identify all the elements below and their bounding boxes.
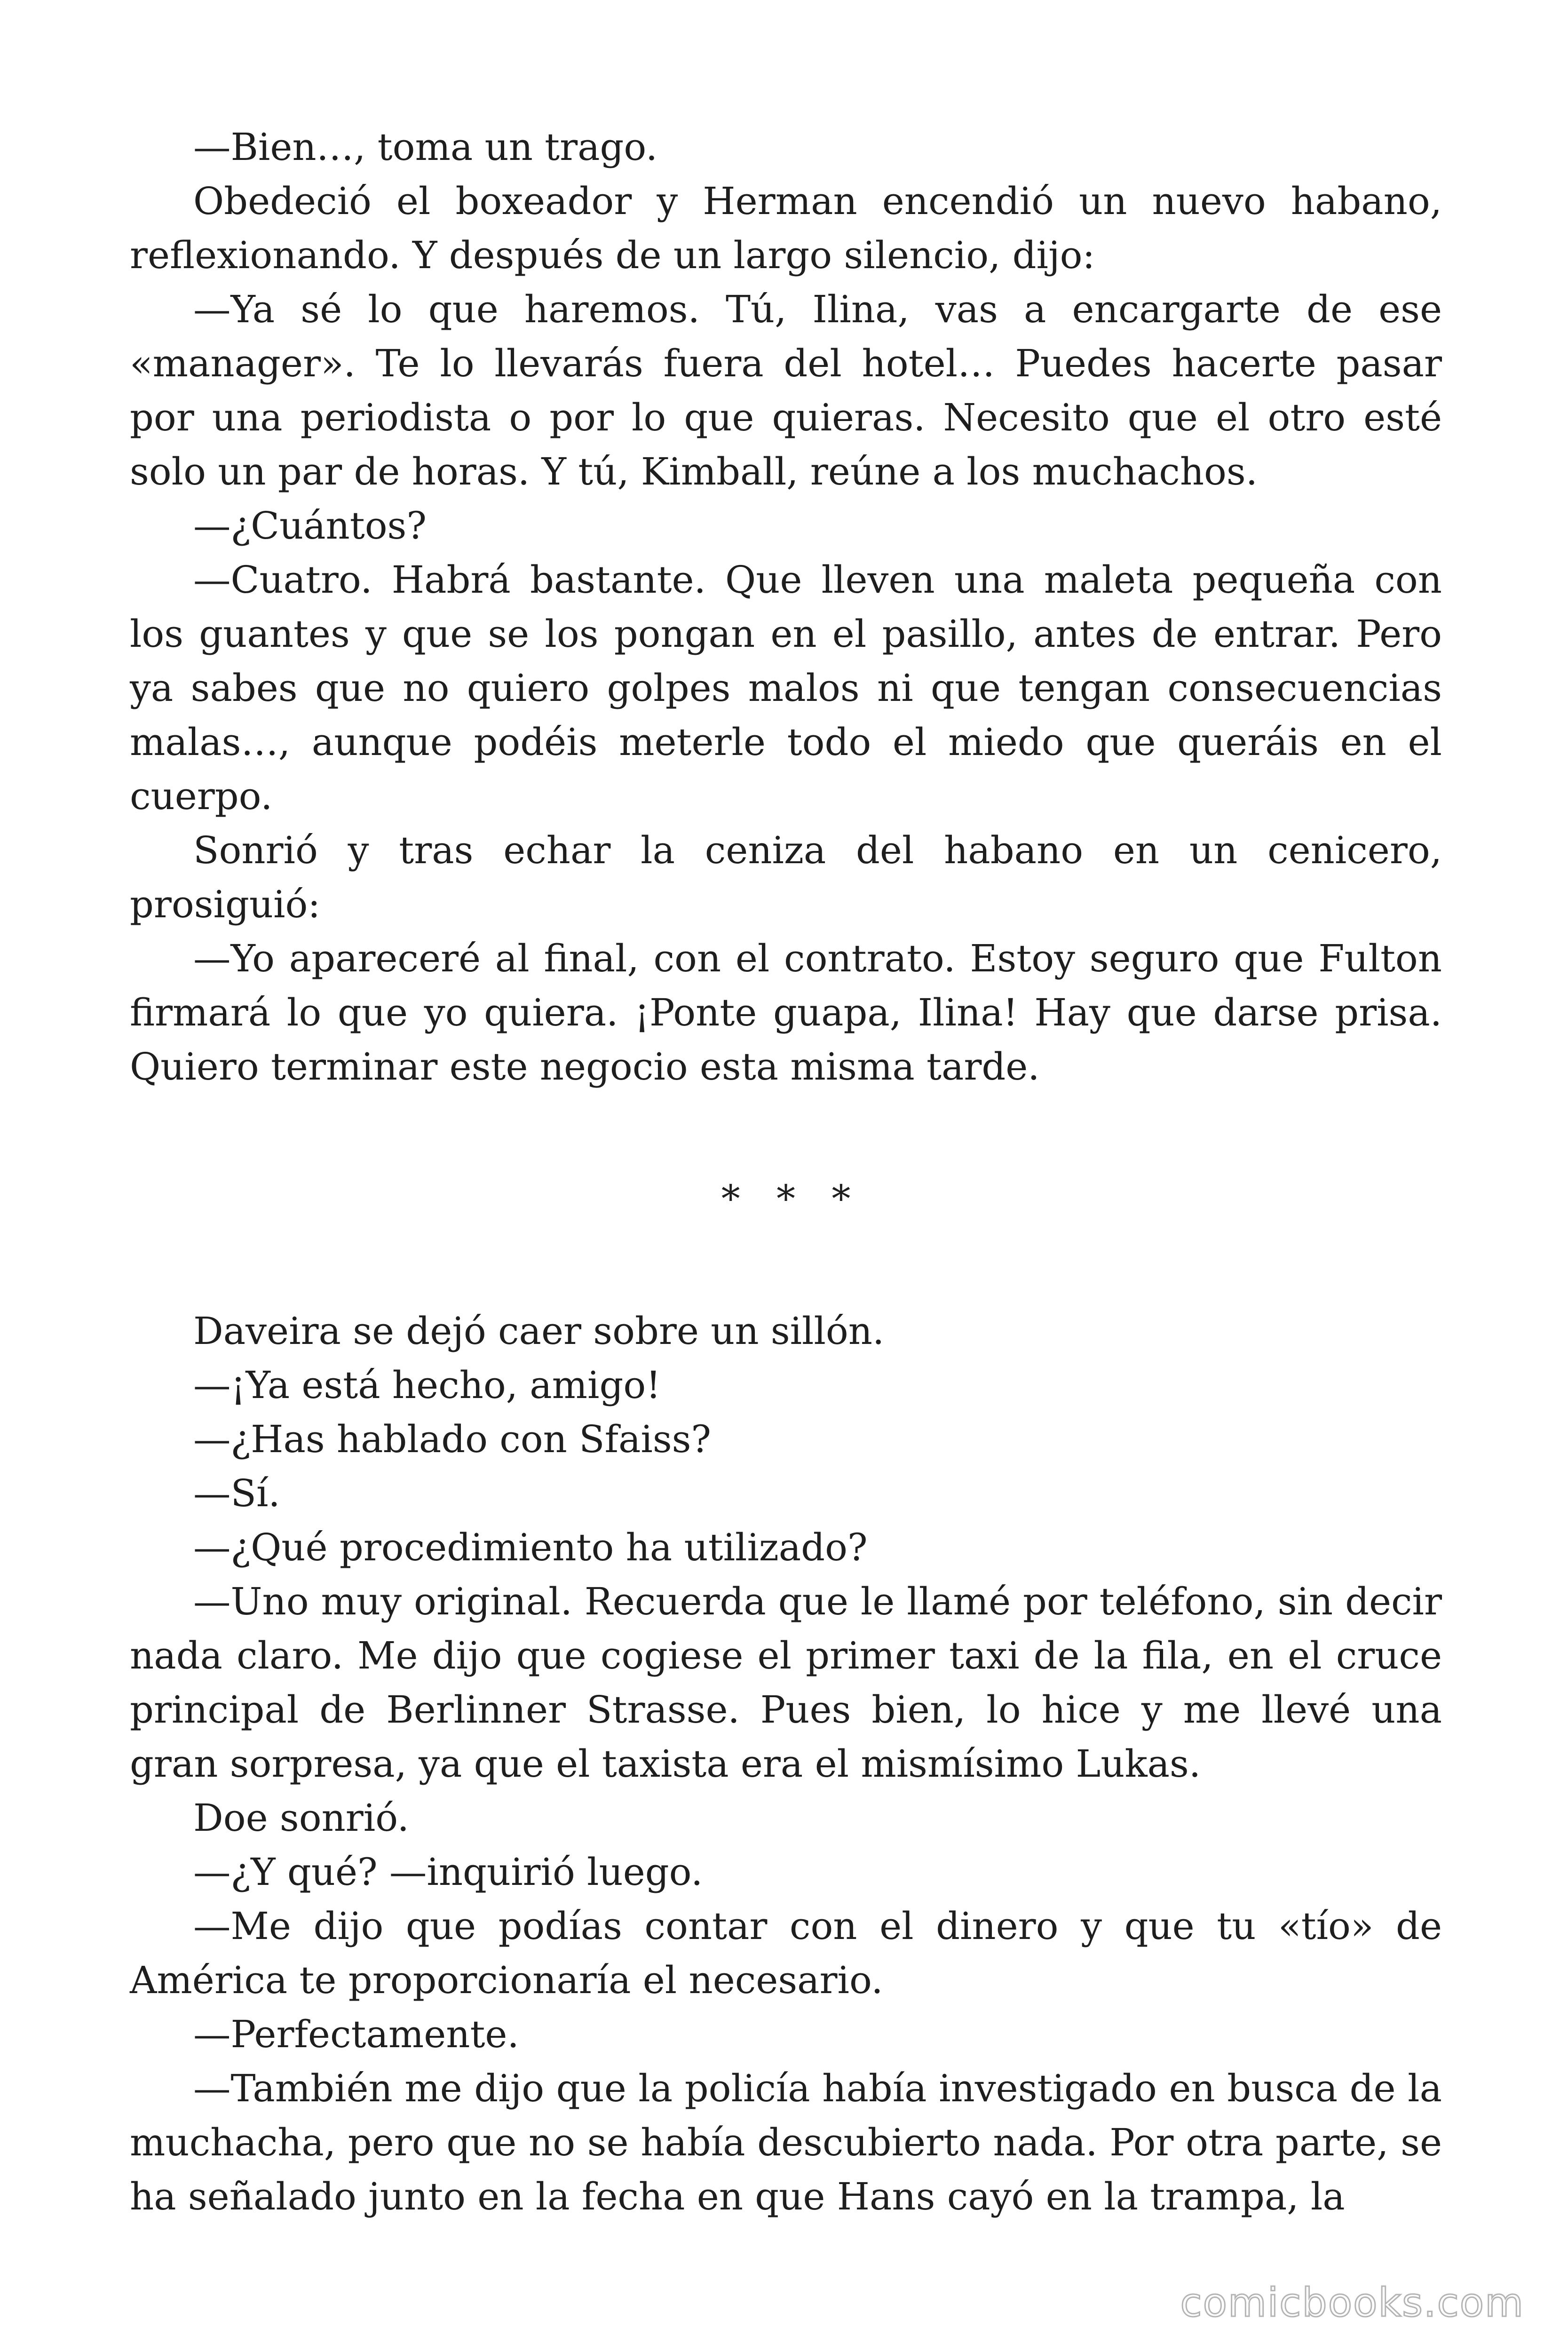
paragraph: Daveira se dejó caer sobre un sillón.: [193, 1309, 885, 1353]
section-break: * * *: [721, 1177, 863, 1221]
paragraph: —Sí.: [193, 1471, 280, 1515]
section-1: [130, 120, 1442, 1094]
paragraph: Obedeció el boxeador y Herman encendió un nuevo habano, reflexionando. Y después de un largo silencio, dijo:: [130, 179, 1442, 277]
paragraph: —Perfectamente.: [193, 2012, 519, 2056]
paragraph: —Yo apareceré al final, con el contrato. Estoy seguro que Fulton firmará lo que yo quiera. ¡Ponte guapa, Ilina! Hay que darse prisa. Quiero terminar este negocio esta misma tarde.: [130, 937, 1442, 1089]
paragraph: —También me dijo que la policía había investigado en busca de la muchacha, pero que no se había descubierto nada. Por otra parte, se ha señalado junto en la fecha en que Hans cayó en la trampa, la: [130, 2066, 1442, 2218]
page-body: [130, 120, 1442, 2224]
watermark: comicbooks.com: [1180, 2280, 1524, 2326]
paragraph: —Ya sé lo que haremos. Tú, Ilina, vas a encargarte de ese «manager». Te lo llevarás fuera del hotel… Puedes hacerte pasar por una periodista o por lo que quieras. Necesito que el otro esté solo un par de horas. Y tú, Kimball, reúne a los muchachos.: [130, 287, 1442, 493]
paragraph: —Uno muy original. Recuerda que le llamé por teléfono, sin decir nada claro. Me dijo que cogiese el primer taxi de la fila, en el cruce principal de Berlinner Strasse. Pues bien, lo hice y me llevé una gran sorpresa, ya que el taxista era el mismísimo Lukas.: [130, 1580, 1442, 1786]
paragraph: —Me dijo que podías contar con el dinero y que tu «tío» de América te proporcionaría el necesario.: [130, 1904, 1442, 2002]
section-2: [130, 1304, 1442, 2224]
paragraph: —¿Qué procedimiento ha utilizado?: [193, 1526, 868, 1569]
paragraph: —¿Cuántos?: [193, 504, 427, 548]
paragraph: —¿Has hablado con Sfaiss?: [193, 1417, 712, 1461]
paragraph: Doe sonrió.: [193, 1796, 409, 1840]
paragraph: —Cuatro. Habrá bastante. Que lleven una maleta pequeña con los guantes y que se los pongan en el pasillo, antes de entrar. Pero ya sabes que no quiero golpes malos ni que tengan consecuencias malas…, aunque podéis meterle todo el miedo que queráis en el cuerpo.: [130, 558, 1442, 818]
paragraph: —¡Ya está hecho, amigo!: [193, 1363, 661, 1407]
paragraph: Sonrió y tras echar la ceniza del habano en un cenicero, prosiguió:: [130, 828, 1442, 926]
paragraph: —¿Y qué? —inquirió luego.: [193, 1850, 703, 1894]
paragraph: —Bien…, toma un trago.: [193, 125, 658, 169]
